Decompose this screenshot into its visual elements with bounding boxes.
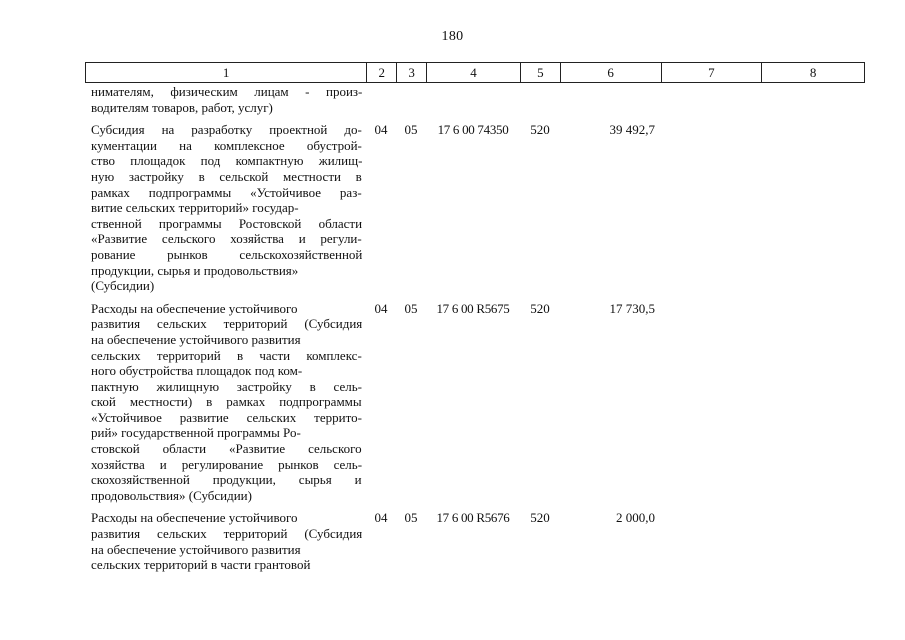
- description-cell: [85, 84, 366, 115]
- header-cell-8: 8: [761, 63, 864, 82]
- cell-col6: [560, 84, 661, 115]
- header-cell-1: 1: [222, 64, 230, 80]
- description-line: (Субсидии): [91, 278, 155, 294]
- cell-col2: 04: [374, 510, 388, 526]
- description-line: сельских территорий в части комплекс-: [91, 347, 362, 363]
- table-row: [85, 301, 865, 504]
- budget-table: [85, 62, 865, 573]
- cell-col4: [426, 84, 520, 115]
- description-line: витие сельских территорий» государ-: [91, 200, 299, 216]
- header-cell-2: 2: [366, 63, 396, 82]
- description-line: ного обустройства площадок под ком-: [91, 363, 303, 379]
- description-line: на обеспечение устойчивого развития: [91, 541, 301, 557]
- description-line: на обеспечение устойчивого развития: [91, 331, 301, 347]
- description-cell: [85, 510, 366, 572]
- description-line: продукции, сырья и продовольствия»: [91, 262, 299, 278]
- description-line: продовольствия» (Субсидии): [91, 487, 252, 503]
- description-line: водителям товаров, работ, услуг): [91, 99, 273, 115]
- description-line: ской местности) в рамках подпрограммы: [91, 394, 362, 410]
- description-line: рий» государственной программы Ро-: [91, 425, 301, 441]
- cell-col7: [661, 122, 762, 294]
- cell-col6: 39 492,7: [609, 122, 655, 138]
- description-line: скохозяйственной продукции, сырья и: [91, 472, 362, 488]
- cell-col5: 520: [530, 510, 550, 526]
- description-cell: [85, 301, 366, 504]
- description-line: стовской области «Развитие сельского: [91, 441, 362, 457]
- description-line: развития сельских территорий (Субсидия: [91, 316, 363, 332]
- cell-col7: [661, 510, 762, 572]
- description-line: Субсидия на разработку проектной до-: [91, 122, 362, 138]
- description-line: Расходы на обеспечение устойчивого: [91, 510, 298, 526]
- page-number: 180: [441, 29, 464, 44]
- cell-col7: [661, 84, 762, 115]
- table-row: [85, 83, 865, 115]
- table-row: [85, 122, 865, 294]
- table-body: [85, 83, 865, 573]
- cell-col5: 520: [530, 300, 550, 316]
- cell-col8: [762, 122, 865, 294]
- description-line: «Развитие сельского хозяйства и регули-: [91, 231, 362, 247]
- cell-col2: 04: [374, 122, 388, 138]
- description-line: «Устойчивое развитие сельских террито-: [91, 409, 362, 425]
- table-row: [85, 510, 865, 572]
- description-cell: [85, 122, 366, 294]
- header-cell-3: 3: [396, 63, 426, 82]
- header-cell-6: 6: [560, 63, 661, 82]
- description-line: хозяйства и регулирование рынков сель-: [91, 456, 363, 472]
- description-line: развития сельских территорий (Субсидия: [91, 526, 363, 542]
- description-line: ную застройку в сельской местности в: [91, 168, 362, 184]
- description-line: ство площадок под компактную жилищ-: [91, 153, 363, 169]
- description-line: пактную жилищную застройку в сель-: [91, 378, 362, 394]
- cell-col3: 05: [404, 510, 418, 526]
- cell-col2: 04: [374, 300, 388, 316]
- cell-col8: [762, 301, 865, 504]
- header-cell-5: 5: [520, 63, 560, 82]
- cell-col6: 2 000,0: [616, 510, 655, 526]
- description-line: нимателям, физическим лицам - произ-: [91, 84, 363, 99]
- description-line: рование рынков сельскохозяйственной: [91, 246, 363, 262]
- description-line: ственной программы Ростовской области: [91, 215, 363, 231]
- cell-col3: 05: [404, 300, 418, 316]
- cell-col7: [661, 301, 762, 504]
- cell-col3: [396, 84, 426, 115]
- cell-col5: 520: [530, 122, 550, 138]
- table-header: [85, 62, 865, 83]
- cell-col4: 17 6 00 R5676: [436, 510, 510, 526]
- header-cell-4: 4: [426, 63, 520, 82]
- cell-col8: [762, 84, 865, 115]
- header-cell-7: 7: [661, 63, 762, 82]
- description-line: рамках подпрограммы «Устойчивое раз-: [91, 184, 362, 200]
- cell-col4: 17 6 00 74350: [437, 122, 509, 138]
- cell-col4: 17 6 00 R5675: [436, 300, 510, 316]
- cell-col5: [520, 84, 560, 115]
- description-line: Расходы на обеспечение устойчивого: [91, 300, 298, 316]
- cell-col6: 17 730,5: [609, 300, 655, 316]
- description-line: сельских территорий в части грантовой: [91, 557, 311, 573]
- cell-col2: [366, 84, 396, 115]
- cell-col8: [762, 510, 865, 572]
- cell-col3: 05: [404, 122, 418, 138]
- description-line: кументации на комплексное обустрой-: [91, 137, 362, 153]
